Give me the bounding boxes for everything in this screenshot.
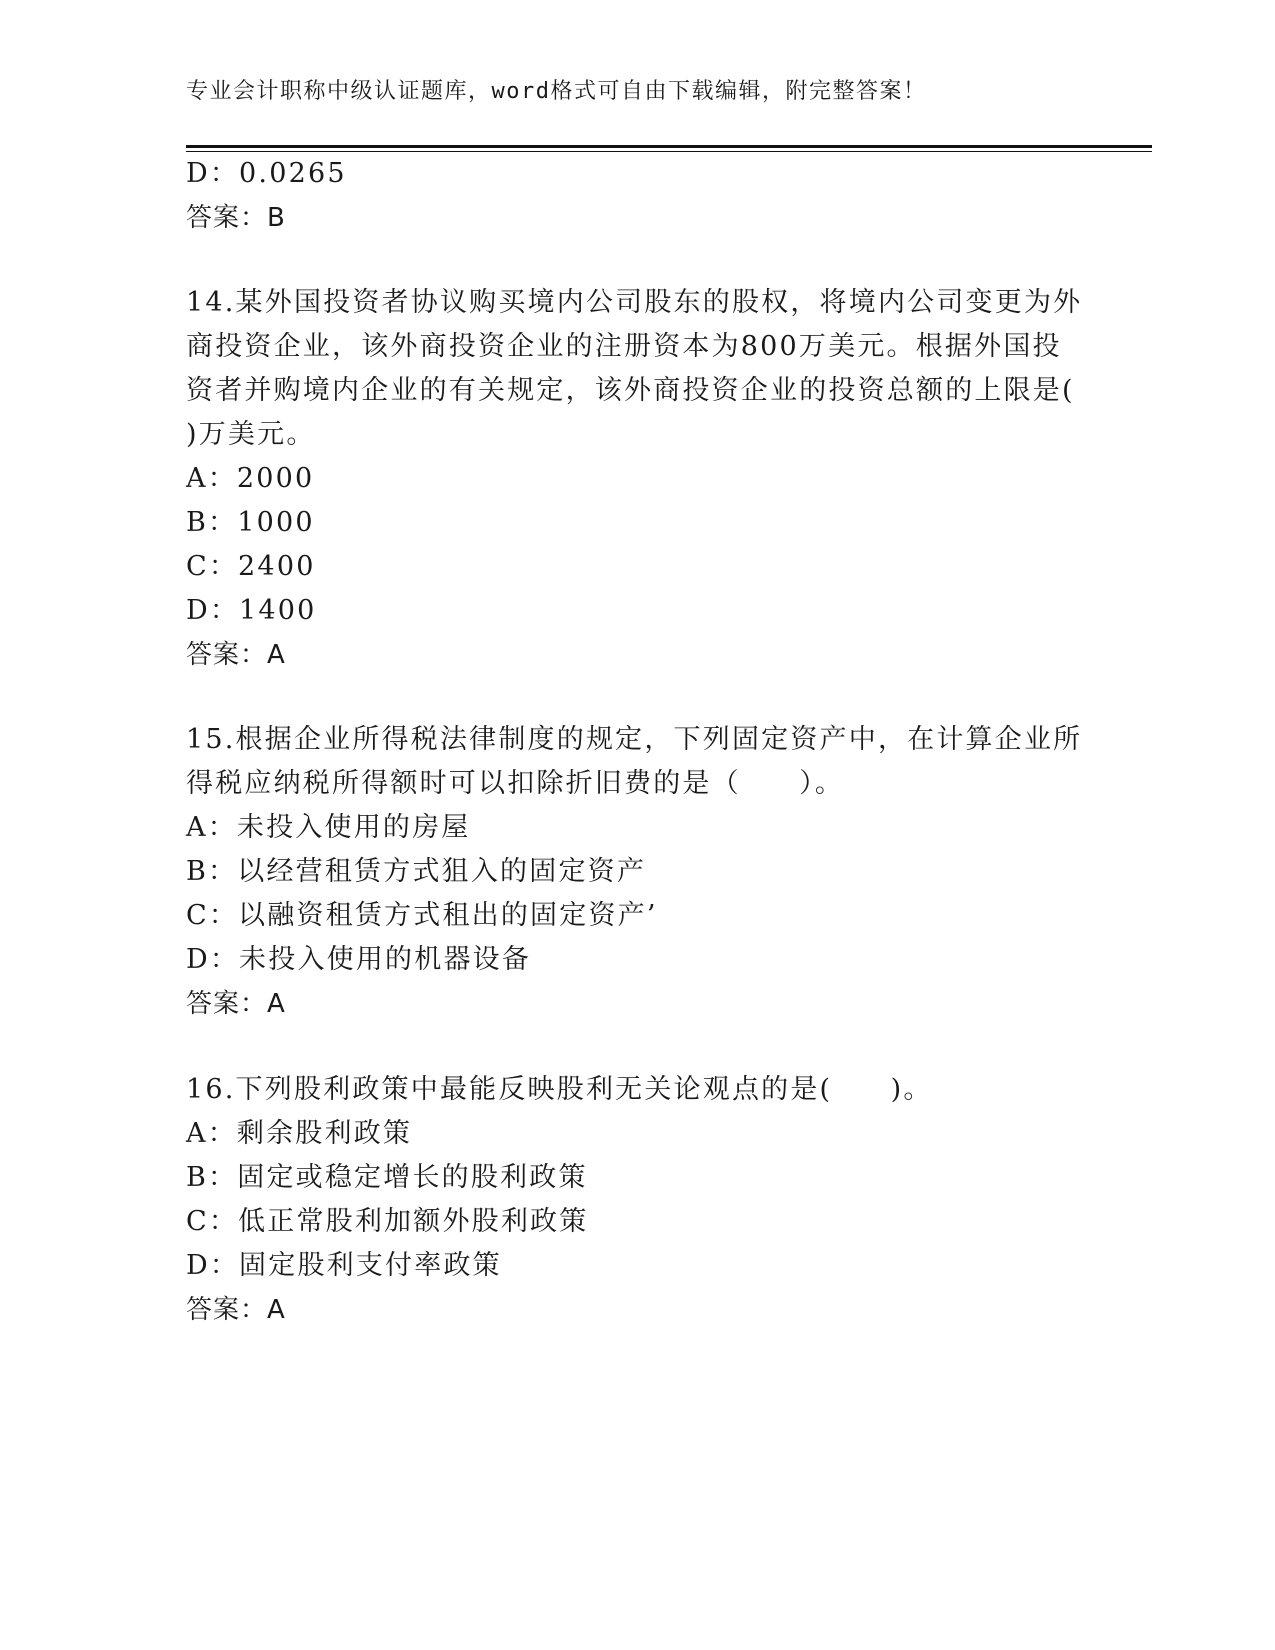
prev-answer: 答案：B [186, 203, 286, 233]
q16-option-b: B：固定或稳定增长的股利政策 [186, 1162, 588, 1193]
q14-option-d: D：1400 [186, 595, 317, 626]
q14-stem-line: 商投资企业，该外商投资企业的注册资本为800万美元。根据外国投 [186, 331, 1062, 362]
q16-option-a: A：剩余股利政策 [186, 1118, 413, 1149]
q14-stem-line: 资者并购境内企业的有关规定，该外商投资企业的投资总额的上限是( [186, 375, 1075, 406]
page-header: 专业会计职称中级认证题库，word格式可自由下载编辑，附完整答案！ [186, 79, 927, 104]
q15-option-c: C：以融资租赁方式租出的固定资产’ [186, 900, 658, 931]
q15-option-a: A：未投入使用的房屋 [186, 812, 471, 843]
header-divider-thin [186, 151, 1152, 152]
q16-answer: 答案：A [186, 1295, 286, 1325]
q14-option-a: A：2000 [186, 463, 315, 494]
q14-option-b: B：1000 [186, 507, 315, 538]
q16-option-c: C：低正常股利加额外股利政策 [186, 1206, 589, 1237]
q15-option-b: B：以经营租赁方式狙入的固定资产 [186, 856, 647, 887]
q14-stem-line: )万美元。 [186, 419, 316, 450]
q15-stem-line: 得税应纳税所得额时可以扣除折旧费的是（ ）。 [186, 768, 845, 799]
q16-stem-line: 16.下列股利政策中最能反映股利无关论观点的是( )。 [186, 1074, 933, 1105]
prev-option-d: D：0.0265 [186, 158, 347, 189]
q14-option-c: C：2400 [186, 551, 316, 582]
q15-stem-line: 15.根据企业所得税法律制度的规定，下列固定资产中，在计算企业所 [186, 724, 1083, 755]
q14-stem-line: 14.某外国投资者协议购买境内公司股东的股权，将境内公司变更为外 [186, 287, 1083, 318]
q14-answer: 答案：A [186, 640, 286, 670]
q15-answer: 答案：A [186, 989, 286, 1019]
q15-option-d: D：未投入使用的机器设备 [186, 944, 532, 975]
header-divider-thick [186, 145, 1152, 148]
q16-option-d: D：固定股利支付率政策 [186, 1250, 502, 1281]
